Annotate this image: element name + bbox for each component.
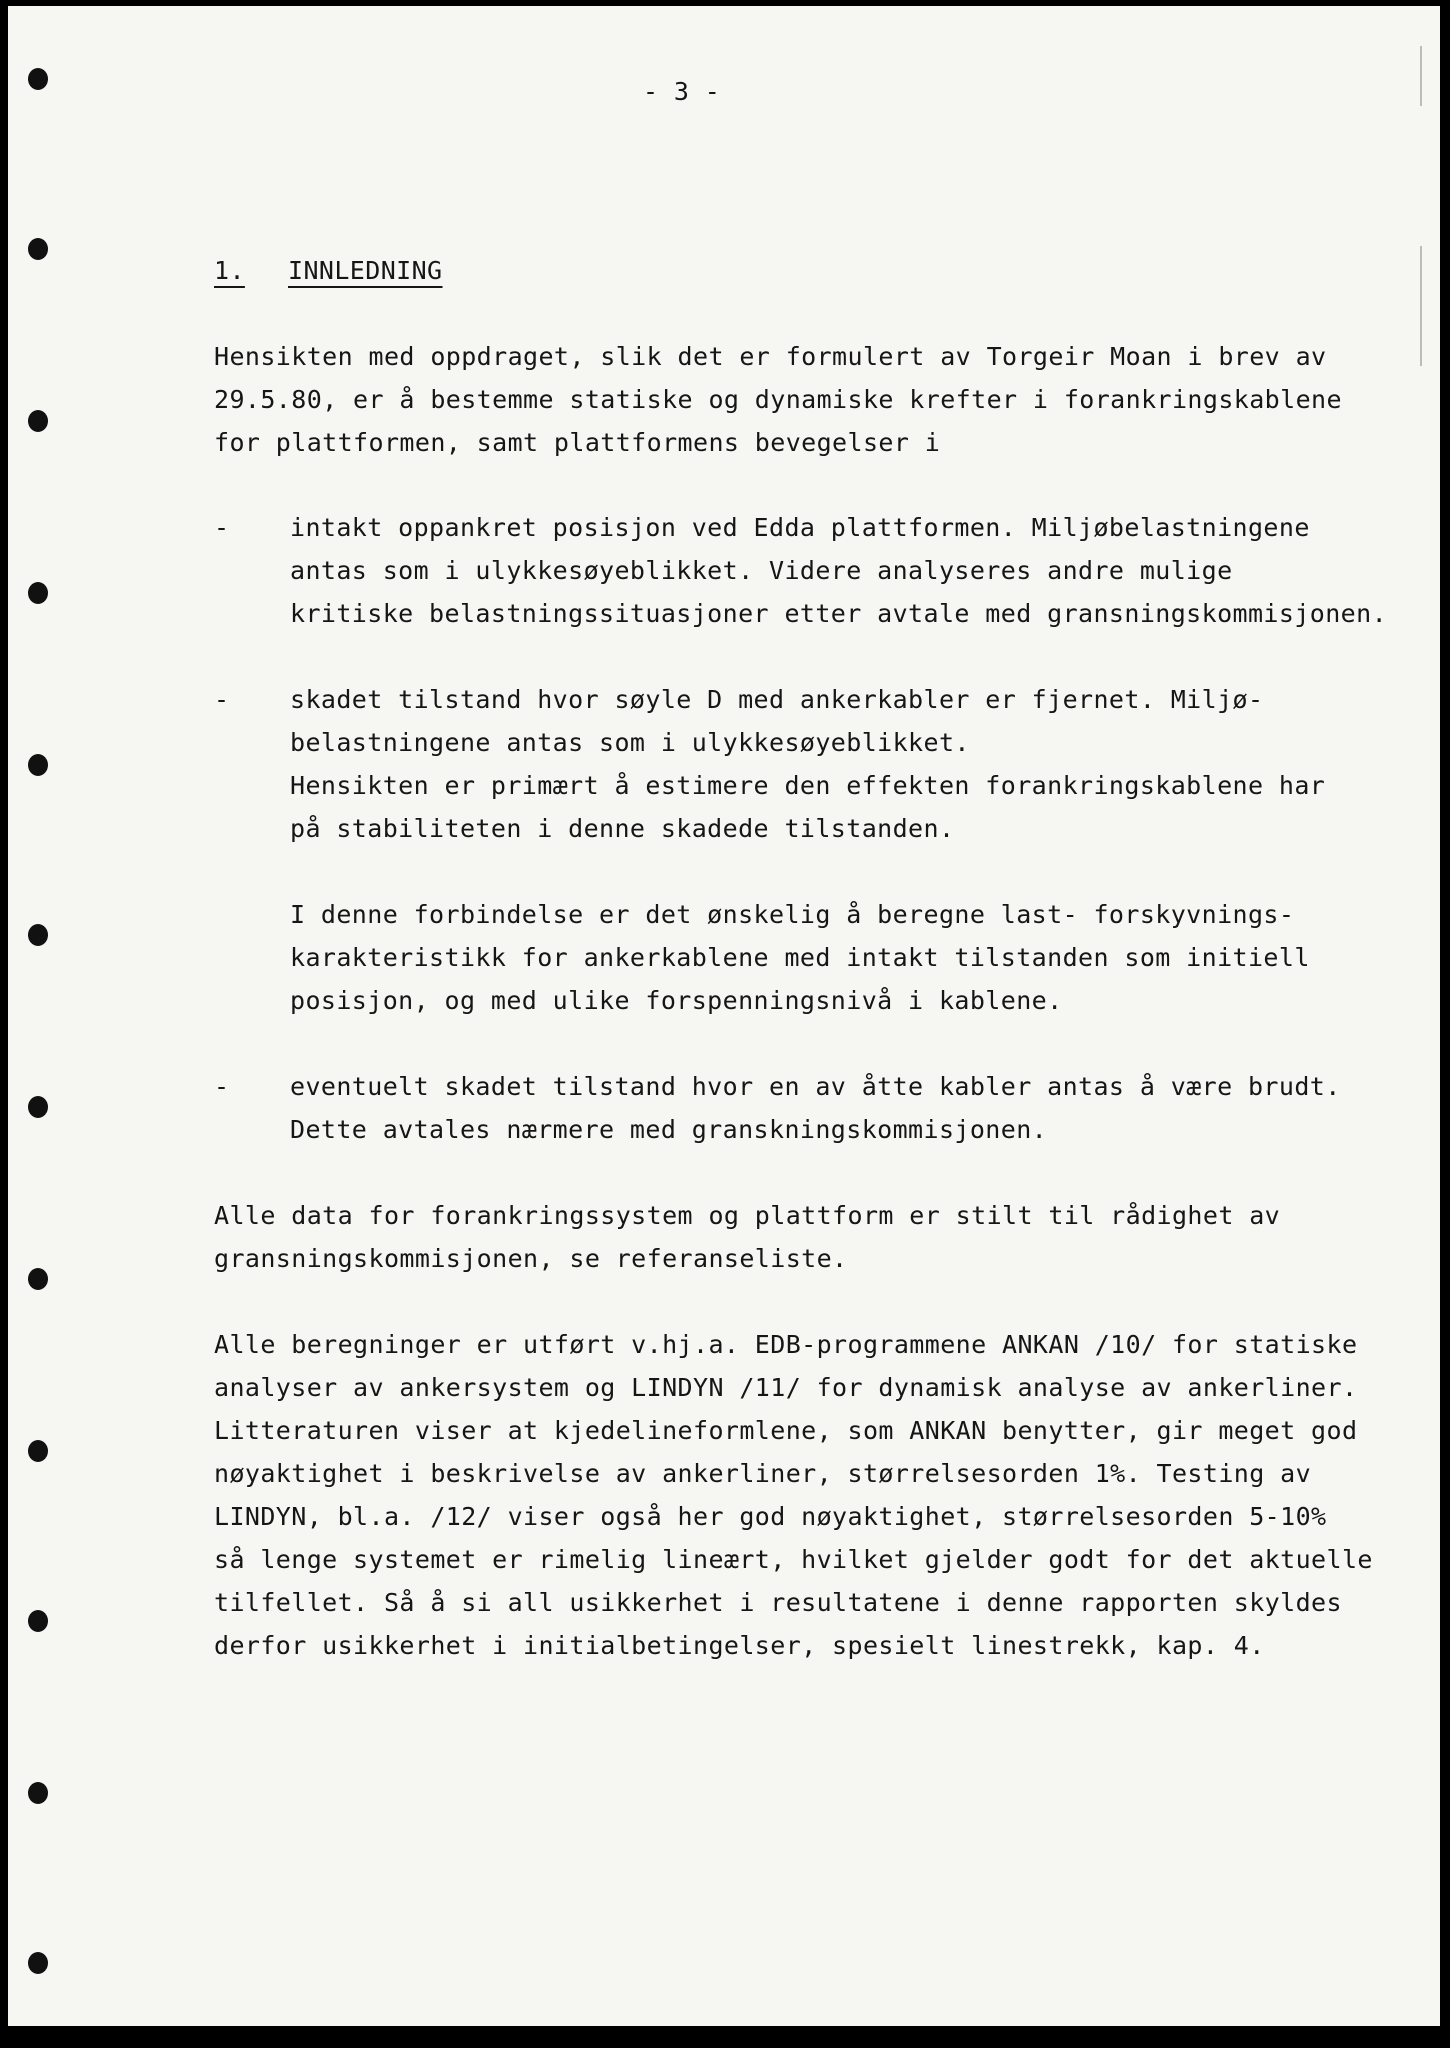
paragraph-line: nøyaktighet i beskrivelse av ankerliner, størrelsesorden 1%. Testing av (214, 1459, 1312, 1488)
bullet-line: skadet tilstand hvor søyle D med ankerkabler er fjernet. Miljø- (290, 685, 1264, 714)
bullet-marker: - (214, 513, 230, 542)
intro-line: 29.5.80, er å bestemme statiske og dynamiske krefter i forankringskablene (214, 385, 1342, 414)
bullet-line: posisjon, og med ulike forspenningsnivå i kablene. (290, 986, 1063, 1015)
bullet-marker: - (214, 685, 230, 714)
paragraph-line: så lenge systemet er rimelig lineært, hvilket gjelder godt for det aktuelle (214, 1545, 1373, 1574)
bullet-line: I denne forbindelse er det ønskelig å beregne last- forskyvnings- (290, 900, 1295, 929)
bullet-marker: - (214, 1072, 230, 1101)
punch-hole (28, 1782, 48, 1804)
paragraph-line: LINDYN, bl.a. /12/ viser også her god nøyaktighet, størrelsesorden 5-10% (214, 1502, 1327, 1531)
paragraph-line: analyser av ankersystem og LINDYN /11/ for dynamisk analyse av ankerliner. (214, 1373, 1358, 1402)
punch-hole (28, 582, 48, 604)
punch-hole (28, 1610, 48, 1632)
intro-line: Hensikten med oppdraget, slik det er formulert av Torgeir Moan i brev av (214, 342, 1327, 371)
paragraph-line: tilfellet. Så å si all usikkerhet i resultatene i denne rapporten skyldes (214, 1588, 1342, 1617)
section-title: INNLEDNING (288, 256, 443, 285)
bullet-line: Hensikten er primært å estimere den effekten forankringskablene har (290, 771, 1326, 800)
bullet-line: belastningene antas som i ulykkesøyeblikket. (290, 728, 970, 757)
page-number: - 3 - (643, 77, 721, 106)
section-number: 1. (214, 256, 245, 285)
intro-line: for plattformen, samt plattformens bevegelser i (214, 428, 941, 457)
bullet-line: karakteristikk for ankerkablene med intakt tilstanden som initiell (290, 943, 1310, 972)
punch-hole (28, 410, 48, 432)
bullet-line: kritiske belastningssituasjoner etter avtale med gransningskommisjonen. (290, 599, 1388, 628)
document-page (8, 6, 1440, 2026)
punch-hole (28, 68, 48, 90)
paragraph-line: Litteraturen viser at kjedelineformlene, som ANKAN benytter, gir meget god (214, 1416, 1358, 1445)
paragraph-line: Alle data for forankringssystem og plattform er stilt til rådighet av (214, 1201, 1281, 1230)
punch-hole (28, 754, 48, 776)
bullet-line: Dette avtales nærmere med granskningskommisjonen. (290, 1115, 1048, 1144)
paragraph-line: gransningskommisjonen, se referanseliste. (214, 1244, 848, 1273)
bullet-line: på stabiliteten i denne skadede tilstanden. (290, 814, 955, 843)
paragraph-line: Alle beregninger er utført v.hj.a. EDB-programmene ANKAN /10/ for statiske (214, 1330, 1358, 1359)
scan-edge-mark (1420, 246, 1422, 366)
punch-hole (28, 1268, 48, 1290)
punch-hole (28, 238, 48, 260)
punch-hole (28, 1440, 48, 1462)
bullet-line: intakt oppankret posisjon ved Edda plattformen. Miljøbelastningene (290, 513, 1310, 542)
section-heading (214, 249, 443, 292)
punch-hole (28, 1096, 48, 1118)
punch-hole (28, 1952, 48, 1974)
punch-hole (28, 924, 48, 946)
paragraph-line: derfor usikkerhet i initialbetingelser, spesielt linestrekk, kap. 4. (214, 1631, 1265, 1660)
scan-edge-mark (1420, 46, 1422, 106)
bullet-line: eventuelt skadet tilstand hvor en av åtte kabler antas å være brudt. (290, 1072, 1341, 1101)
bullet-line: antas som i ulykkesøyeblikket. Videre analyseres andre mulige (290, 556, 1233, 585)
